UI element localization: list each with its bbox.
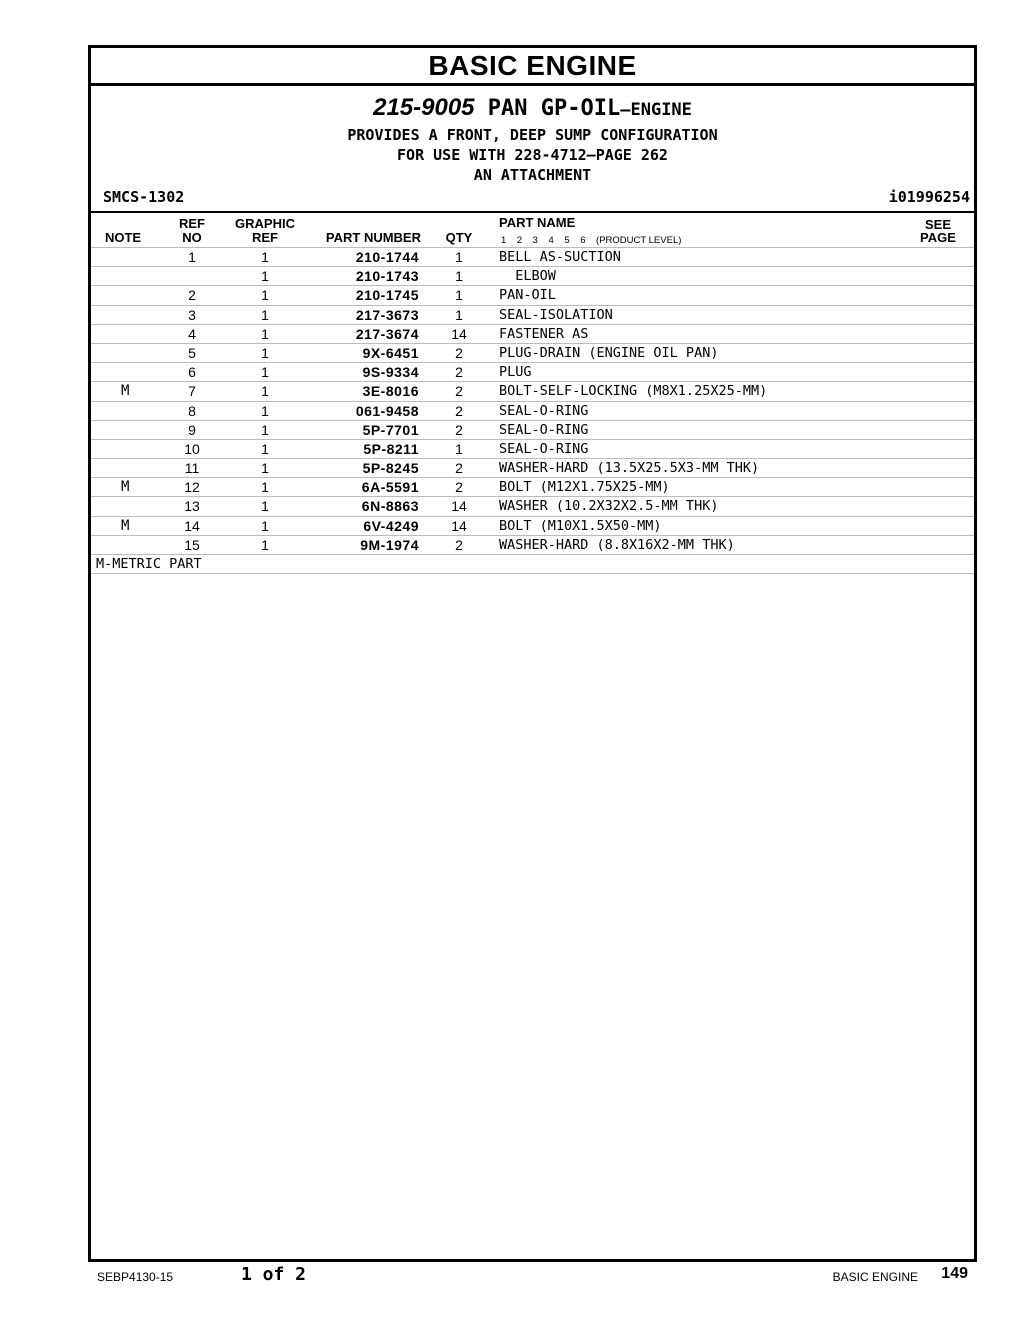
- row-part-name: ELBOW: [499, 268, 556, 285]
- row-graphic-ref: 1: [261, 268, 269, 285]
- row-ref: 2: [188, 287, 196, 304]
- parts-table: [91, 247, 974, 574]
- row-ref: 5: [188, 344, 196, 361]
- row-graphic-ref: 1: [261, 460, 269, 477]
- row-qty: 1: [455, 306, 463, 323]
- row-part-number: 6V-4249: [363, 517, 419, 534]
- parts-page-frame: [88, 45, 977, 1262]
- row-part-name: PLUG-DRAIN (ENGINE OIL PAN): [499, 344, 719, 361]
- row-qty: 14: [451, 325, 467, 342]
- row-graphic-ref: 1: [261, 306, 269, 323]
- column-headers: [91, 214, 974, 248]
- col-product-levels: 1 2 3 4 5 6 (PRODUCT LEVEL): [501, 235, 682, 246]
- row-part-name: PAN-OIL: [499, 287, 556, 304]
- row-part-name: SEAL-O-RING: [499, 402, 589, 419]
- row-ref: 6: [188, 364, 196, 381]
- row-qty: 1: [455, 287, 463, 304]
- row-qty: 2: [455, 460, 463, 477]
- row-graphic-ref: 1: [261, 249, 269, 265]
- row-part-number: 5P-8211: [363, 440, 419, 457]
- row-part-name: WASHER-HARD (13.5X25.5X3-MM THK): [499, 460, 760, 477]
- row-ref: 8: [188, 402, 196, 419]
- assembly-part-number: 215-9005: [373, 94, 475, 121]
- row-graphic-ref: 1: [261, 421, 269, 438]
- row-ref: 13: [184, 498, 200, 515]
- table-row: [91, 516, 974, 535]
- row-part-number: 210-1743: [355, 268, 419, 285]
- row-qty: 1: [455, 249, 463, 265]
- table-row: [91, 381, 974, 400]
- row-qty: 14: [451, 498, 467, 515]
- col-see-bottom: PAGE: [920, 230, 956, 245]
- assembly-header: [91, 93, 974, 185]
- row-part-number: 9X-6451: [362, 344, 419, 361]
- row-graphic-ref: 1: [261, 344, 269, 361]
- row-qty: 2: [455, 421, 463, 438]
- table-row: [91, 266, 974, 285]
- footer-section: BASIC ENGINE: [832, 1270, 918, 1284]
- document-id: SEBP4130-15: [97, 1270, 174, 1284]
- row-graphic-ref: 1: [261, 402, 269, 419]
- row-part-number: 210-1745: [355, 287, 419, 304]
- row-graphic-ref: 1: [261, 287, 269, 304]
- row-qty: 1: [455, 268, 463, 285]
- row-part-name: WASHER (10.2X32X2.5-MM THK): [499, 498, 719, 515]
- header-divider: [91, 211, 974, 213]
- row-qty: 14: [451, 517, 467, 534]
- row-qty: 2: [455, 364, 463, 381]
- row-ref: 4: [188, 325, 196, 342]
- table-row: [91, 477, 974, 496]
- table-row: [91, 535, 974, 555]
- table-row: [91, 496, 974, 515]
- table-row: [91, 343, 974, 362]
- row-graphic-ref: 1: [261, 325, 269, 342]
- table-row: [91, 362, 974, 381]
- col-see-top: SEE: [924, 217, 951, 232]
- row-graphic-ref: 1: [261, 383, 269, 400]
- row-graphic-ref: 1: [261, 517, 269, 534]
- illustration-id: i01996254: [888, 188, 970, 206]
- row-part-name: WASHER-HARD (8.8X16X2-MM THK): [499, 536, 735, 553]
- row-part-name: BOLT (M10X1.5X50-MM): [499, 517, 662, 534]
- row-part-number: 5P-7701: [362, 421, 419, 438]
- note-legend: M-METRIC PART: [91, 555, 974, 574]
- row-qty: 2: [455, 402, 463, 419]
- row-part-name: BOLT (M12X1.75X25-MM): [499, 479, 670, 496]
- col-graphic-top: GRAPHIC: [235, 216, 295, 231]
- row-part-name: BELL AS-SUCTION: [499, 249, 621, 265]
- row-part-number: 3E-8016: [362, 383, 419, 400]
- row-part-number: 217-3674: [355, 325, 419, 342]
- page-of-indicator: 1 of 2: [241, 1264, 307, 1285]
- row-ref: 14: [184, 517, 200, 534]
- assembly-title: [91, 93, 974, 125]
- assembly-suffix: ENGINE: [630, 100, 692, 120]
- page-number: 149: [941, 1265, 968, 1282]
- smcs-code: SMCS-1302: [103, 188, 185, 206]
- table-row: [91, 401, 974, 420]
- row-graphic-ref: 1: [261, 479, 269, 496]
- row-note: M: [121, 517, 130, 534]
- row-ref: 1: [188, 249, 196, 265]
- row-ref: 10: [184, 440, 200, 457]
- row-part-number: 6N-8863: [361, 498, 419, 515]
- row-qty: 1: [455, 440, 463, 457]
- row-part-name: SEAL-O-RING: [499, 440, 589, 457]
- row-qty: 2: [455, 383, 463, 400]
- row-part-name: SEAL-ISOLATION: [499, 306, 613, 323]
- table-row: [91, 458, 974, 477]
- col-graphic-bottom: REF: [252, 230, 278, 245]
- row-part-number: 5P-8245: [362, 460, 419, 477]
- row-qty: 2: [455, 479, 463, 496]
- row-part-number: 210-1744: [355, 249, 419, 265]
- row-graphic-ref: 1: [261, 440, 269, 457]
- row-part-name: FASTENER AS: [499, 325, 589, 342]
- col-ref-top: REF: [179, 216, 205, 231]
- section-title: BASIC ENGINE: [91, 48, 974, 86]
- row-graphic-ref: 1: [261, 364, 269, 381]
- row-part-number: 9M-1974: [360, 536, 419, 553]
- col-note: NOTE: [104, 230, 142, 245]
- table-row: [91, 420, 974, 439]
- row-ref: 11: [184, 460, 200, 477]
- row-ref: 12: [184, 479, 200, 496]
- col-qty: QTY: [445, 230, 473, 245]
- row-part-name: PLUG: [499, 364, 532, 381]
- table-row: [91, 285, 974, 304]
- assembly-description-2: FOR USE WITH 228-4712—PAGE 262: [397, 146, 668, 164]
- col-part-number: PART NUMBER: [325, 230, 421, 245]
- row-part-number: 9S-9334: [362, 364, 419, 381]
- table-row: [91, 324, 974, 343]
- row-part-name: BOLT-SELF-LOCKING (M8X1.25X25-MM): [499, 383, 768, 400]
- row-qty: 2: [455, 344, 463, 361]
- row-ref: 7: [188, 383, 196, 400]
- row-part-number: 061-9458: [355, 402, 419, 419]
- assembly-description-1: PROVIDES A FRONT, DEEP SUMP CONFIGURATION: [347, 126, 718, 144]
- col-part-name: PART NAME: [499, 215, 576, 230]
- row-part-number: 217-3673: [355, 306, 419, 323]
- row-part-name: SEAL-O-RING: [499, 421, 589, 438]
- row-part-number: 6A-5591: [361, 479, 419, 496]
- table-row: [91, 439, 974, 458]
- row-note: M: [121, 383, 130, 400]
- row-ref: 9: [188, 421, 196, 438]
- row-note: M: [121, 479, 130, 496]
- row-graphic-ref: 1: [261, 536, 269, 553]
- row-qty: 2: [455, 536, 463, 553]
- row-ref: 3: [188, 306, 196, 323]
- table-row: [91, 305, 974, 324]
- table-row: [91, 247, 974, 266]
- assembly-dash: —: [620, 100, 631, 120]
- col-ref-bottom: NO: [182, 230, 202, 245]
- assembly-part-name: PAN GP-OIL: [487, 96, 621, 121]
- row-ref: 15: [184, 536, 200, 553]
- page-footer: [0, 1262, 1020, 1292]
- assembly-description-3: AN ATTACHMENT: [473, 166, 592, 184]
- row-graphic-ref: 1: [261, 498, 269, 515]
